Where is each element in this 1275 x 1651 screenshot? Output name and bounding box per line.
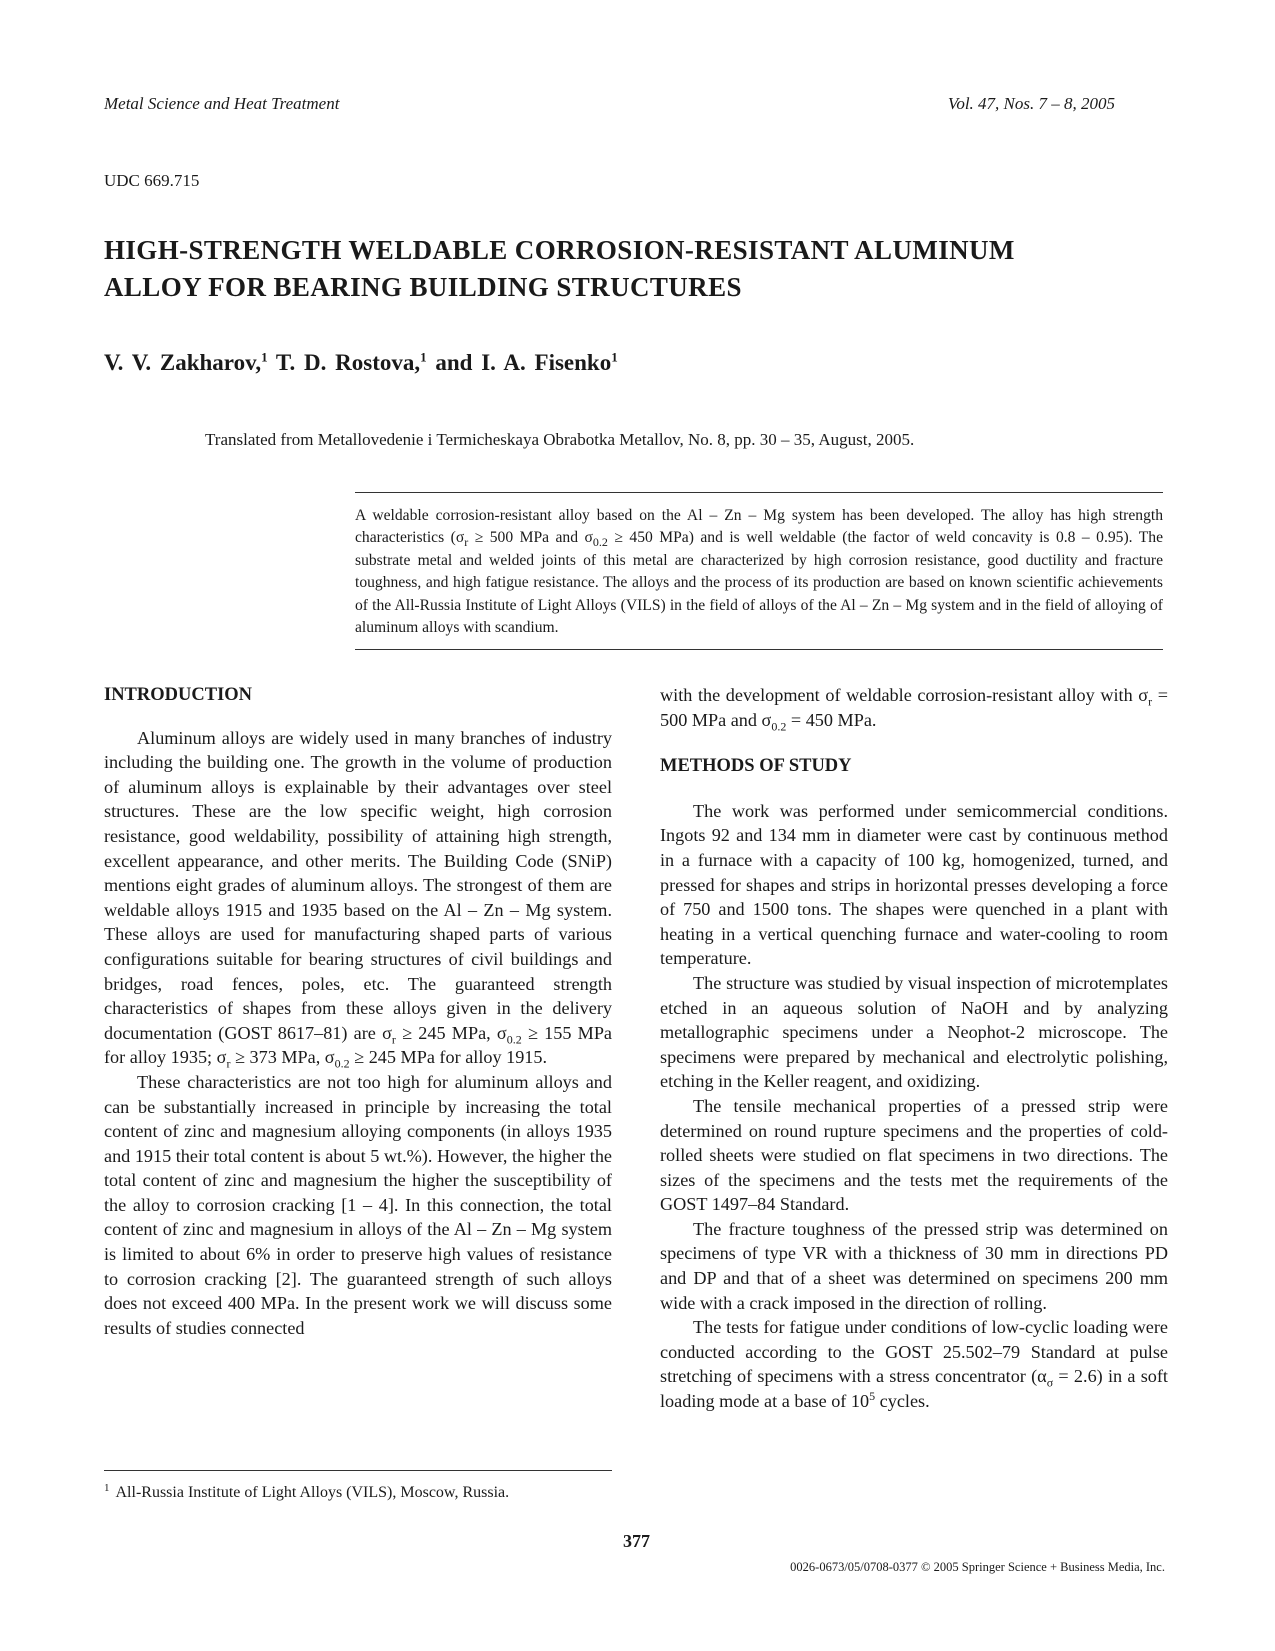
udc-code: UDC 669.715 xyxy=(104,171,200,190)
page-number: 377 xyxy=(623,1531,650,1551)
abstract-sub-2: 0.2 xyxy=(592,535,608,550)
intro-p1-text-c: ≥ 155 MPa for alloy 1935; σ xyxy=(104,1022,613,1068)
left-column xyxy=(104,683,612,1340)
methods-paragraph-2: The structure was studied by visual inspection of microtemplates etched in an aqueous solution of NaOH and by analyzing metallographic specimens under a Neophot-2 microscope. The specimens were prepared by mechanical and electrolytic polishing, etching in the Keller reagent, and oxidizing. xyxy=(660,972,1168,1092)
methods-paragraph-5 xyxy=(660,1315,1168,1413)
intro-p1-text-a: Aluminum alloys are widely used in many branches of industry including the building one. The growth in the volume of production of aluminum alloys is explainable by their advantages over steel structures. These are the low specific weight, high corrosion resistance, good weldability, possibility of attaining high strength, excellent appearance, and other merits. The Building Code (SNiP) mentions eight grades of aluminum alloys. The strongest of them are weldable alloys 1915 and 1935 based on the Al – Zn – Mg system. These alloys are used for manufacturing shaped parts of various configurations suitable for bearing structures of civil buildings and bridges, road fences, poles, etc. The guaranteed strength characteristics of shapes from these alloys given in the delivery documentation (GOST 8617–81) are σ xyxy=(104,727,612,1043)
author-2-affil: 1 xyxy=(420,349,427,365)
author-1-affil: 1 xyxy=(261,349,268,365)
cont-text-a: with the development of weldable corrosion-resistant alloy with σ xyxy=(660,685,1149,705)
title-line-1: HIGH-STRENGTH WELDABLE CORROSION-RESISTANT ALUMINUM xyxy=(104,235,1015,265)
cont-text-c: = 450 MPa. xyxy=(786,709,877,730)
journal-name: Metal Science and Heat Treatment xyxy=(104,94,340,113)
methods-p5-sup: 5 xyxy=(869,1388,876,1403)
footnote xyxy=(104,1481,612,1502)
methods-paragraph-1: The work was performed under semicommercial conditions. Ingots 92 and 134 mm in diameter were cast by continuous method in a furnace with a capacity of 100 kg, homogenized, turned, and pressed for shapes and strips in horizontal presses developing a force of 750 and 1500 tons. The shapes were quenched in a plant with heating in a vertical quenching furnace and water-cooling to room temperature. xyxy=(660,800,1168,969)
methods-heading: METHODS OF STUDY xyxy=(660,756,852,777)
footnote-mark: 1 xyxy=(104,1481,110,1494)
author-1: V. V. Zakharov, xyxy=(104,350,262,375)
intro-paragraph-2: These characteristics are not too high for aluminum alloys and can be substantially increased in principle by increasing the total content of zinc and magnesium alloying components (in alloys 1935 and 1915 their total content is about 5 wt.%). However, the higher the total content of zinc and magnesium the higher the susceptibility of the alloy to corrosion cracking [1 – 4]. In this connection, the total content of zinc and magnesium in alloys of the Al – Zn – Mg system is limited to about 6% in order to preserve high values of resistance to corrosion cracking [2]. The guaranteed strength of such alloys does not exceed 400 MPa. In the present work we will discuss some results of studies connected xyxy=(104,1071,612,1338)
methods-paragraph-4: The fracture toughness of the pressed strip was determined on specimens of type VR with a thickness of 30 mm in directions PD and DP and that of a sheet was determined on specimens 200 mm wide with a crack imposed in the direction of rolling. xyxy=(660,1218,1168,1313)
author-3-affil: 1 xyxy=(611,349,618,365)
title-line-2: ALLOY FOR BEARING BUILDING STRUCTURES xyxy=(104,272,742,302)
translation-note: Translated from Metallovedenie i Termicheskaya Obrabotka Metallov, No. 8, pp. 30 – 35, August, 2005. xyxy=(205,430,915,449)
cont-text-b: = 500 MPa and σ xyxy=(660,685,1169,730)
footnote-text: All-Russia Institute of Light Alloys (VILS), Moscow, Russia. xyxy=(115,1484,510,1501)
author-2: T. D. Rostova, xyxy=(275,350,421,375)
cont-sub-1: r xyxy=(1148,694,1153,709)
author-3: I. A. Fisenko xyxy=(481,350,612,375)
methods-p5-text-b: = 2.6) in a soft loading mode at a base of 10 xyxy=(660,1366,1168,1412)
intro-heading: INTRODUCTION xyxy=(104,685,253,705)
methods-p5-text-a: The tests for fatigue under conditions of low-cyclic loading were conducted according to the GOST 25.502–79 Standard at pulse stretching of specimens with a stress concentrator (α xyxy=(660,1317,1168,1387)
abstract xyxy=(355,492,1163,650)
continued-paragraph xyxy=(660,683,1168,732)
authors xyxy=(104,350,618,376)
intro-p1-sub-4: 0.2 xyxy=(334,1056,350,1071)
intro-p1-sub-3: r xyxy=(226,1056,231,1071)
footnote-rule xyxy=(104,1470,612,1471)
intro-p1-text-e: ≥ 245 MPa for alloy 1915. xyxy=(349,1047,548,1068)
copyright-line: 0026-0673/05/0708-0377 © 2005 Springer Science + Business Media, Inc. xyxy=(790,1560,1165,1574)
abstract-text-1: A weldable corrosion-resistant alloy based on the Al – Zn – Mg system has been developed. The alloy has high strength characteristics (σ xyxy=(355,507,1163,547)
author-and: and xyxy=(435,350,473,375)
intro-p1-sub-1: r xyxy=(391,1032,396,1047)
volume-info: Vol. 47, Nos. 7 – 8, 2005 xyxy=(947,94,1115,113)
intro-paragraph-1 xyxy=(104,726,612,1070)
intro-p1-text-d: ≥ 373 MPa, σ xyxy=(230,1047,335,1068)
abstract-text-3: ≥ 450 MPa) and is well weldable (the factor of weld concavity is 0.8 – 0.95). The substrate metal and welded joints of this metal are characterized by high corrosion resistance, good ductility and fracture toughness, and high fatigue resistance. The alloys and the process of its production are based on known scientific achievements of the All-Russia Institute of Light Alloys (VILS) in the field of alloys of the Al – Zn – Mg system and in the field of alloying of aluminum alloys with scandium. xyxy=(355,529,1163,637)
right-column xyxy=(660,683,1168,1414)
methods-p5-sub: σ xyxy=(1046,1376,1054,1391)
cont-sub-2: 0.2 xyxy=(771,719,787,734)
intro-p1-sub-2: 0.2 xyxy=(506,1032,522,1047)
intro-p1-text-b: ≥ 245 MPa, σ xyxy=(395,1022,507,1043)
abstract-text-2: ≥ 500 MPa and σ xyxy=(468,529,593,547)
methods-paragraph-3: The tensile mechanical properties of a pressed strip were determined on round rupture specimens and the properties of cold-rolled sheets were studied on flat specimens in two directions. The sizes of the specimens and the tests met the requirements of the GOST 1497–84 Standard. xyxy=(660,1095,1168,1215)
abstract-sub-1: r xyxy=(464,535,469,550)
article-title xyxy=(104,232,1124,306)
methods-p5-text-c: cycles. xyxy=(875,1391,930,1412)
